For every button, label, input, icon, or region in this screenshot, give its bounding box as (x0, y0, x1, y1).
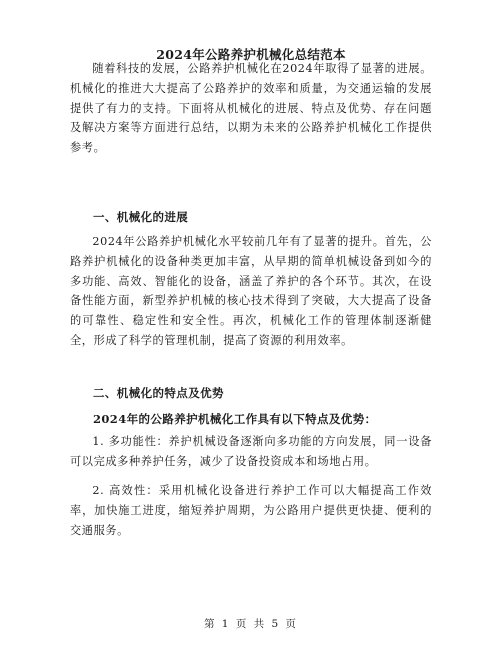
section-heading-progress: 一、机械化的进展 (93, 210, 189, 224)
intro-paragraph: 随着科技的发展，公路养护机械化在2024年取得了显著的进展。机械化的推进大大提高了公路养护的效率和质量，为交通运输的发展提供了有力的支持。下面将从机械化的进展、特点及优势、存在问题及解决方案等方面进行总结，以期为未来的公路养护机械化工作提供参考。 (70, 62, 432, 155)
document-title: 2024年公路养护机械化总结范本 (156, 47, 346, 62)
feature-item-efficiency: 2. 高效性：采用机械化设备进行养护工作可以大幅提高工作效率，加快施工进度，缩短养护周期，为公路用户提供更快捷、便利的交通服务。 (70, 484, 432, 537)
section-features-subheading: 2024年的公路养护机械化工作具有以下特点及优势： (93, 412, 377, 426)
section-heading-features: 二、机械化的特点及优势 (93, 386, 224, 400)
feature-item-multifunction: 1. 多功能性：养护机械设备逐渐向多功能的方向发展，同一设备可以完成多种养护任务，减少了设备投资成本和场地占用。 (70, 435, 432, 468)
page-number-footer: 第 1 页 共 5 页 (203, 618, 299, 630)
section-progress-paragraph: 2024年公路养护机械化水平较前几年有了显著的提升。首先，公路养护机械化的设备种类更加丰富，从早期的简单机械设备到如今的多功能、高效、智能化的设备，涵盖了养护的各个环节。其次，在设备性能方面，新型养护机械的核心技术得到了突破，大大提高了设备的可靠性、稳定性和安全性。再次，机械化工作的管理体制逐渐健全，形成了科学的管理机制，提高了资源的利用效率。 (70, 235, 432, 347)
